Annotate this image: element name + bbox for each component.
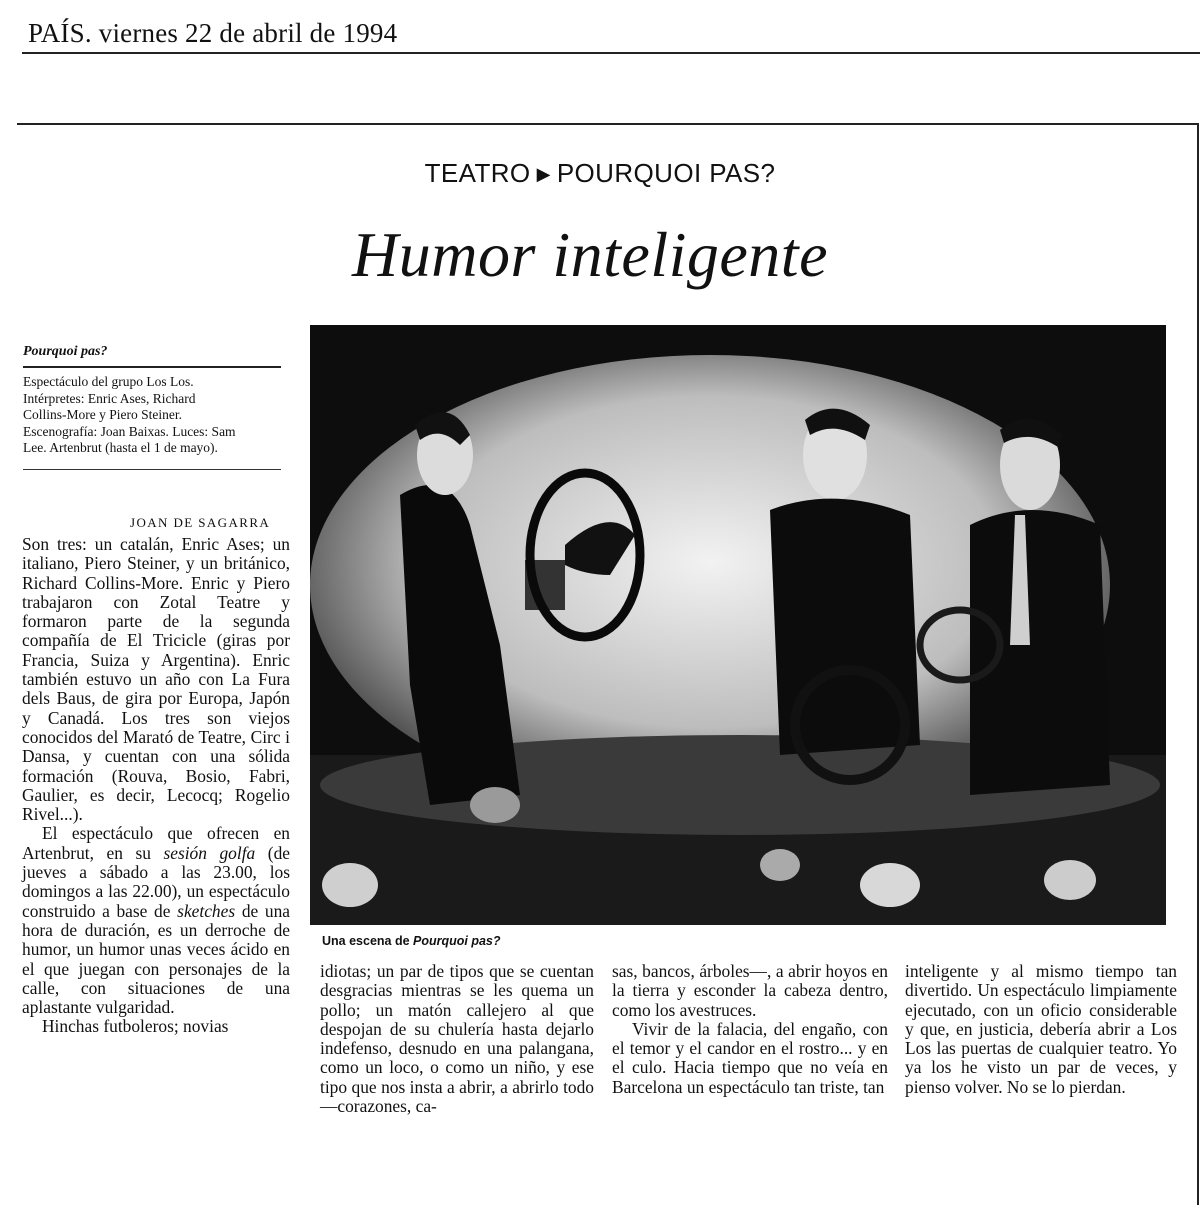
headline: Humor inteligente [352,219,828,290]
text-run: El espectáculo que ofrecen en Artenbrut, en su [22,823,290,863]
paragraph: Son tres: un catalán, Enric Ases; un italiano, Piero Steiner, y un británico, Richard Collins-More. Enric y Piero trabajaron con Zotal Teatre y formaron parte de la segunda compañía de El Tricicle (giras por Francia, Suiza y Argentina). Enric también estuvo un año con La Fura dels Baus, de gira por Europa, Japón y Canadá. Los tres son viejos conocidos del Marató de Teatre, Circ i Dansa, y cuentan con una sólida formación (Rouva, Bosio, Fabri, Gaulier, es decir, Lecocq; Rogelio Rivel...). [22,534,290,825]
italic-text-run: sesión golfa [163,842,256,863]
article-column-4 [905,962,1177,1097]
paragraph: inteligente y al mismo tiempo tan divertido. Un espectáculo limpiamente ejecutado, con un oficio considerable y que, en justicia, debería abrir a Los Los las puertas de cualquier teatro. Yo ya los he visto un par de veces, y pienso volver. No se lo pierdan. [905,961,1177,1097]
masthead-date: PAÍS. viernes 22 de abril de 1994 [28,18,398,48]
caption-text: Una escena de [322,934,414,948]
article-column-2 [320,962,594,1116]
article-column-3 [612,962,888,1097]
info-line: Espectáculo del grupo Los Los. [23,374,194,389]
info-box-text [23,374,281,457]
photo-illustration [310,325,1166,925]
byline: JOAN DE SAGARRA [130,515,271,530]
info-box-top-rule [23,366,281,368]
text-run: (de jueves a sábado a las 23.00, los domingos a las 22.00), un espectáculo construido a base de [22,842,290,921]
paragraph: Hinchas futboleros; novias [42,1016,229,1037]
photo-caption [322,934,501,948]
info-box-title: Pourquoi pas? [23,344,108,359]
info-box-bottom-rule [23,469,281,470]
info-line: Collins-More y Piero Steiner. [23,407,182,422]
paragraph [22,824,290,1017]
article-column-1 [22,535,290,1037]
info-line: Lee. Artenbrut (hasta el 1 de mayo). [23,440,218,455]
paragraph: idiotas; un par de tipos que se cuentan desgracias mientras se les quema un pollo; un matón callejero al que despojan de su chulería hasta dejarlo indefenso, desnudo en una palangana, como un loco, o como un niño, y ese tipo que nos insta a abrir, a abrirlo todo —corazones, ca- [320,961,594,1117]
paragraph: sas, bancos, árboles—, a abrir hoyos en la tierra y esconder la cabeza dentro, como los avestruces. [612,961,888,1020]
text-run: de una hora de duración, es un derroche de humor, un humor unas veces ácido en el que juegan con personajes de la calle, con situaciones de una aplastante vulgaridad. [22,900,291,1018]
stage-photo [310,325,1166,925]
masthead-rule [22,52,1200,54]
info-line: Escenografía: Joan Baixas. Luces: Sam [23,423,236,439]
kicker-title: POURQUOI PAS? [556,158,776,188]
caption-title: Pourquoi pas? [413,934,501,948]
kicker-section: TEATRO [424,158,531,188]
italic-text-run: sketches [177,900,236,921]
play-triangle-icon: ▶ [536,164,551,184]
paragraph: Vivir de la falacia, del engaño, con el temor y el candor en el rostro... y en el culo. Hacia tiempo que no veía en Barcelona un espectáculo tan triste, tan [612,1018,888,1097]
info-line: Intérpretes: Enric Ases, Richard [23,390,196,406]
section-kicker [0,158,1200,189]
